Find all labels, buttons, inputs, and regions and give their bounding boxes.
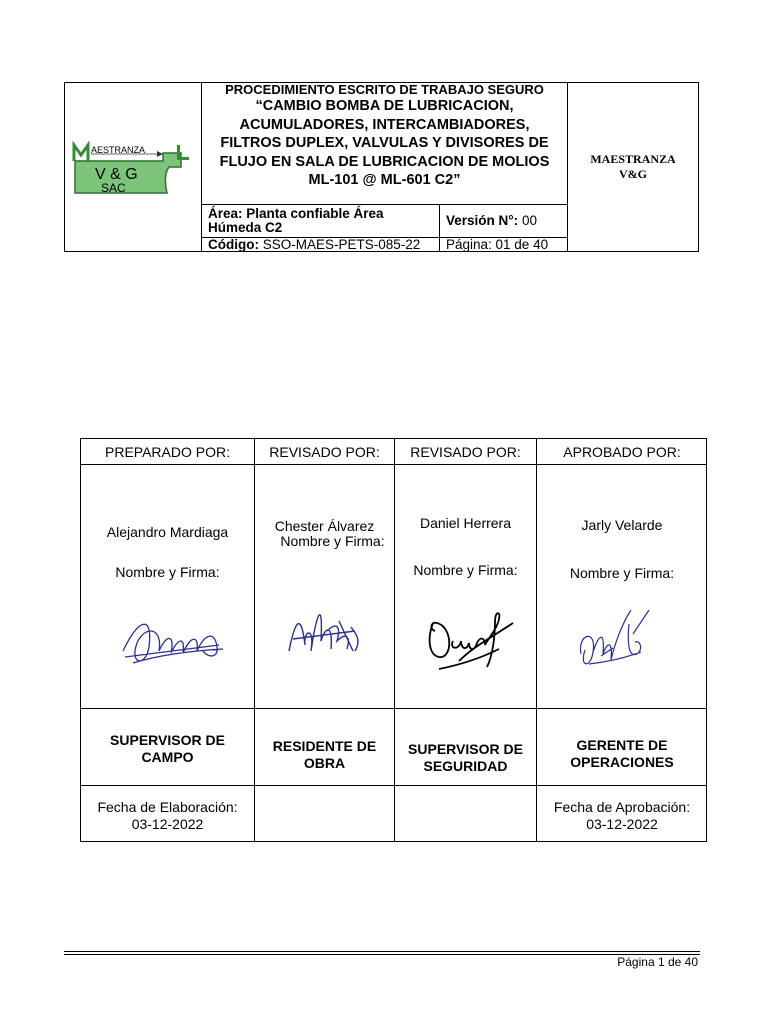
role-line: GERENTE DE [576,737,668,753]
role-line: RESIDENTE DE [272,738,377,754]
company-suffix: V&G [619,167,647,181]
footer-page-number: Página 1 de 40 [617,955,698,969]
logo-text-line2: V & G [95,166,138,183]
code-field [202,238,440,251]
role-gerente-operaciones [537,737,707,771]
signature-herrera [419,599,529,679]
signature-alvarez [281,591,371,671]
signature-mardiaga [119,607,229,677]
name-aprobado: Jarly Velarde [581,517,663,533]
firma-label-2: Nombre y Firma: [280,533,385,549]
header-revisado-2: REVISADO POR: [410,444,521,460]
code-label: Código: [208,237,259,252]
procedure-type: PROCEDIMIENTO ESCRITO DE TRABAJO SEGURO [225,82,544,97]
name-revisado-1: Chester Álvarez [274,518,375,534]
footer-rule [64,954,700,955]
fecha-aprobacion-label: Fecha de Aprobación: [553,799,691,815]
signature-table [80,438,707,842]
role-supervisor-campo [81,732,254,766]
footer-rule [64,951,700,952]
company-name: MAESTRANZA [590,152,676,166]
role-line: CAMPO [141,749,194,765]
fecha-elaboracion-value: 03-12-2022 [131,816,204,832]
fecha-elaboracion-label: Fecha de Elaboración: [97,799,238,815]
header-preparado: PREPARADO POR: [105,444,230,460]
version-label: Versión N°: [446,213,519,228]
firma-label-1: Nombre y Firma: [115,564,220,580]
logo-text-line1: AESTRANZA [91,145,146,155]
header-aprobado: APROBADO POR: [563,444,681,460]
area-field: Área: Planta confiable Área Húmeda C2 [202,205,440,238]
fecha-aprobacion [537,799,707,833]
header-revisado-1: REVISADO POR: [269,444,380,460]
name-revisado-2: Daniel Herrera [419,515,512,531]
role-line: SEGURIDAD [423,758,508,774]
role-line: SUPERVISOR DE [110,732,225,748]
firma-label-4: Nombre y Firma: [569,565,675,581]
title-cell [202,83,568,205]
company-logo [71,141,191,221]
version-value: 00 [521,213,537,228]
role-line: SUPERVISOR DE [408,741,523,757]
fecha-elaboracion [81,799,254,833]
name-preparado: Alejandro Mardiaga [106,524,229,540]
role-residente-obra [255,738,394,772]
fecha-aprobacion-value: 03-12-2022 [586,816,658,832]
code-value: SSO-MAES-PETS-085-22 [262,237,421,252]
logo-text-line3: SAC [101,181,126,195]
version-field [440,205,568,238]
company-cell [568,83,698,251]
role-line: OBRA [303,755,346,771]
page-field: Página: 01 de 40 [440,238,568,251]
document-header-table [64,82,699,252]
logo-cell [65,83,202,251]
role-line: OPERACIONES [570,754,674,770]
signature-velarde [571,604,661,684]
role-supervisor-seguridad [395,741,536,775]
firma-label-3: Nombre y Firma: [413,562,518,578]
procedure-title: “CAMBIO BOMBA DE LUBRICACION, ACUMULADORES, INTERCAMBIADORES, FILTROS DUPLEX, VALVULAS Y DIVISORES DE FLUJO EN SALA DE LUBRICACION DE MOLIOS ML-101 @ ML-601 C2” [219,98,550,189]
